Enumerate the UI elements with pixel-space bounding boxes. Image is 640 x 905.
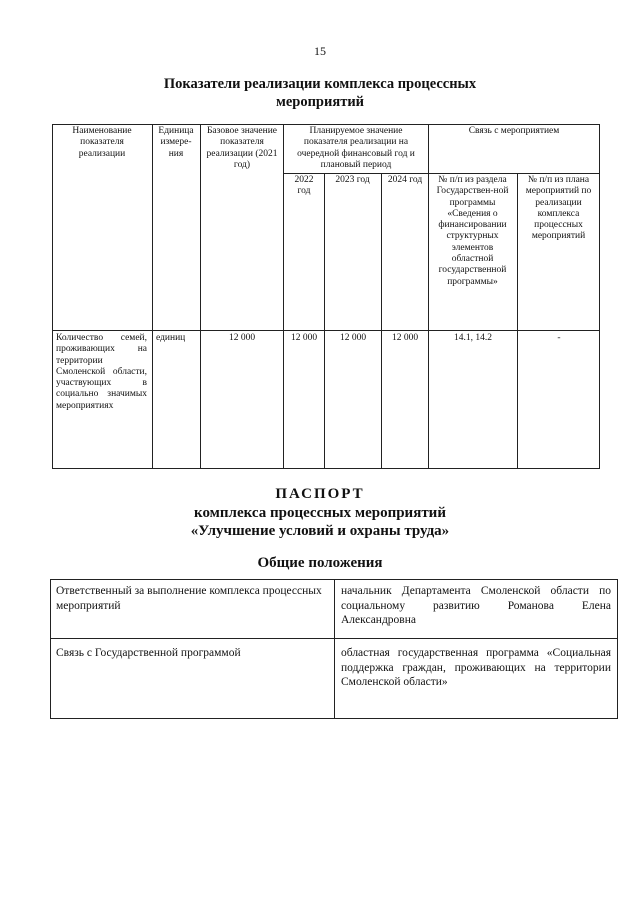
table-col-divider: [428, 124, 429, 469]
passport-subtitle: комплекса процессных мероприятий: [194, 505, 446, 521]
passport-border-right: [617, 579, 618, 719]
cell-2022: 12 000: [290, 333, 318, 343]
cell-link-action-plan: -: [557, 333, 561, 343]
cell-base-value: 12 000: [228, 333, 256, 343]
table-col-divider: [200, 124, 201, 469]
table-border-right: [599, 124, 600, 469]
passport-col-divider: [334, 579, 335, 719]
passport-label-responsible: Ответственный за выполнение комплекса процессных мероприятий: [56, 585, 322, 612]
header-year-2022: 2022 год: [294, 175, 314, 197]
header-link-state-program: № п/п из раздела Государствен-ной программы «Сведения о финансировании структурных элементов областной государственной программы»: [436, 175, 509, 287]
passport-value-program-link: областная государственная программа «Социальная поддержка граждан, проживающих на территории Смоленской области»: [341, 647, 611, 688]
table-col-divider: [283, 124, 284, 469]
header-link-action-plan: № п/п из плана мероприятий по реализации комплекса процессных мероприятий: [525, 175, 592, 242]
header-unit: Единица измере-ния: [158, 126, 194, 159]
header-planned-value: Планируемое значение показателя реализации на очередной финансовый год и плановый период: [297, 126, 415, 170]
cell-link-state-program: 14.1, 14.2: [454, 333, 492, 343]
cell-unit: единиц: [156, 333, 186, 343]
table-rule-link: [428, 173, 600, 174]
passport-title: ПАСПОРТ: [275, 486, 365, 502]
header-indicator-name: Наименование показателя реализации: [72, 126, 132, 159]
passport-label-program-link: Связь с Государственной программой: [56, 647, 241, 659]
table-col-divider: [381, 173, 382, 469]
table-border-left: [52, 124, 53, 469]
table-col-divider: [152, 124, 153, 469]
header-year-2023: 2023 год: [335, 175, 370, 185]
passport-value-responsible: начальник Департамента Смоленской области по социальному развитию Романова Елена Александровна: [341, 585, 611, 626]
header-link: Связь с мероприятием: [468, 126, 560, 136]
header-base-value: Базовое значение показателя реализации (2021 год): [206, 126, 278, 170]
table-border-top: [52, 124, 600, 125]
cell-2023: 12 000: [339, 333, 367, 343]
section-title-line1: Показатели реализации комплекса процессных: [163, 76, 477, 92]
header-year-2024: 2024 год: [387, 175, 423, 185]
page-number: 15: [314, 44, 326, 58]
cell-indicator-name: Количество семей, проживающих на территории Смоленской области, участвующих в социально значимых мероприятиях: [56, 333, 147, 411]
cell-2024: 12 000: [391, 333, 419, 343]
table-col-divider: [517, 173, 518, 469]
section-title-line2: мероприятий: [275, 94, 365, 110]
passport-program-name: «Улучшение условий и охраны труда»: [190, 523, 450, 539]
passport-border-left: [50, 579, 51, 719]
table-rule-planned: [283, 173, 428, 174]
table-col-divider: [324, 173, 325, 469]
general-provisions-heading: Общие положения: [257, 555, 383, 571]
